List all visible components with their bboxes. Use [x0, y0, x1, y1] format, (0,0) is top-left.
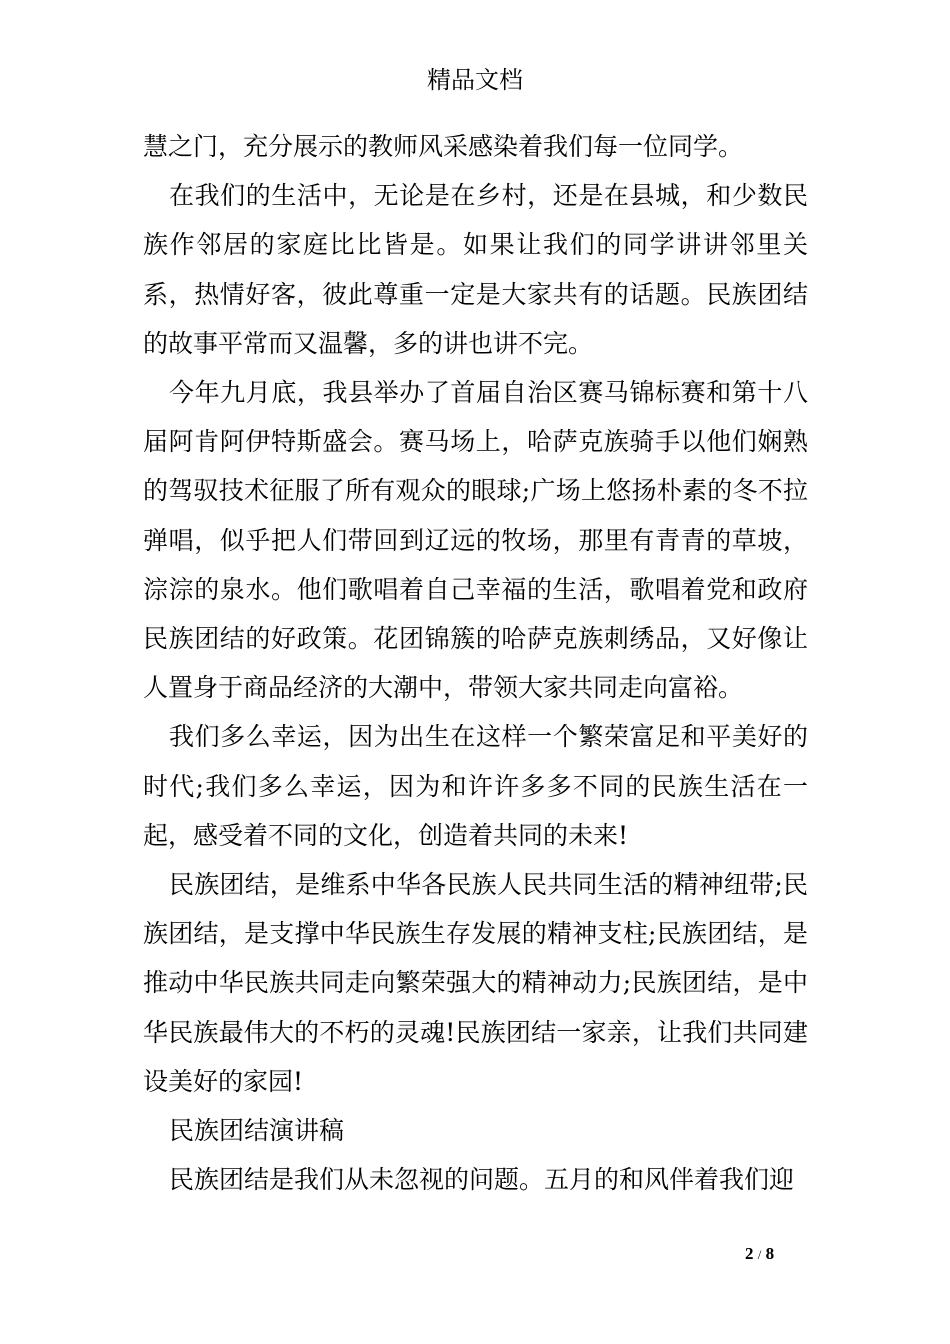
paragraph-neighbors: 在我们的生活中，无论是在乡村，还是在县城，和少数民族作邻居的家庭比比皆是。如果让我们的同学讲讲邻里关系，热情好客，彼此尊重一定是大家共有的话题。民族团结的故事平常而又温馨，多的讲也讲不完。 [143, 181, 808, 358]
paragraph-next-speech: 民族团结是我们从未忽视的问题。五月的和风伴着我们迎 [169, 1165, 795, 1195]
header-title: 精品文档 [427, 66, 523, 94]
page-total: 8 [765, 1244, 775, 1263]
page-current: 2 [745, 1244, 754, 1263]
paragraph-fortunate: 我们多么幸运，因为出生在这样一个繁荣富足和平美好的时代;我们多么幸运，因为和许许多多不同的民族生活在一起，感受着不同的文化，创造着共同的未来! [143, 722, 808, 850]
page-number [745, 1242, 774, 1267]
document-body [143, 122, 808, 1204]
section-heading: 民族团结演讲稿 [169, 1116, 345, 1146]
paragraph-horse-race: 今年九月底，我县举办了首届自治区赛马锦标赛和第十八届阿肯阿伊特斯盛会。赛马场上，哈萨克族骑手以他们娴熟的驾驭技术征服了所有观众的眼球;广场上悠扬朴素的冬不拉弹唱，似乎把人们带回到辽远的牧场，那里有青青的草坡，淙淙的泉水。他们歌唱着自己幸福的生活，歌唱着党和政府民族团结的好政策。花团锦簇的哈萨克族刺绣品，又好像让人置身于商品经济的大潮中，带领大家共同走向富裕。 [143, 378, 808, 703]
page-separator: / [757, 1247, 762, 1262]
paragraph-unity: 民族团结，是维系中华各民族人民共同生活的精神纽带;民族团结，是支撑中华民族生存发展的精神支柱;民族团结，是推动中华民族共同走向繁荣强大的精神动力;民族团结，是中华民族最伟大的不朽的灵魂!民族团结一家亲，让我们共同建设美好的家园! [143, 870, 808, 1096]
paragraph-continuation: 慧之门，充分展示的教师风采感染着我们每一位同学。 [143, 132, 744, 161]
page-header [0, 60, 950, 100]
